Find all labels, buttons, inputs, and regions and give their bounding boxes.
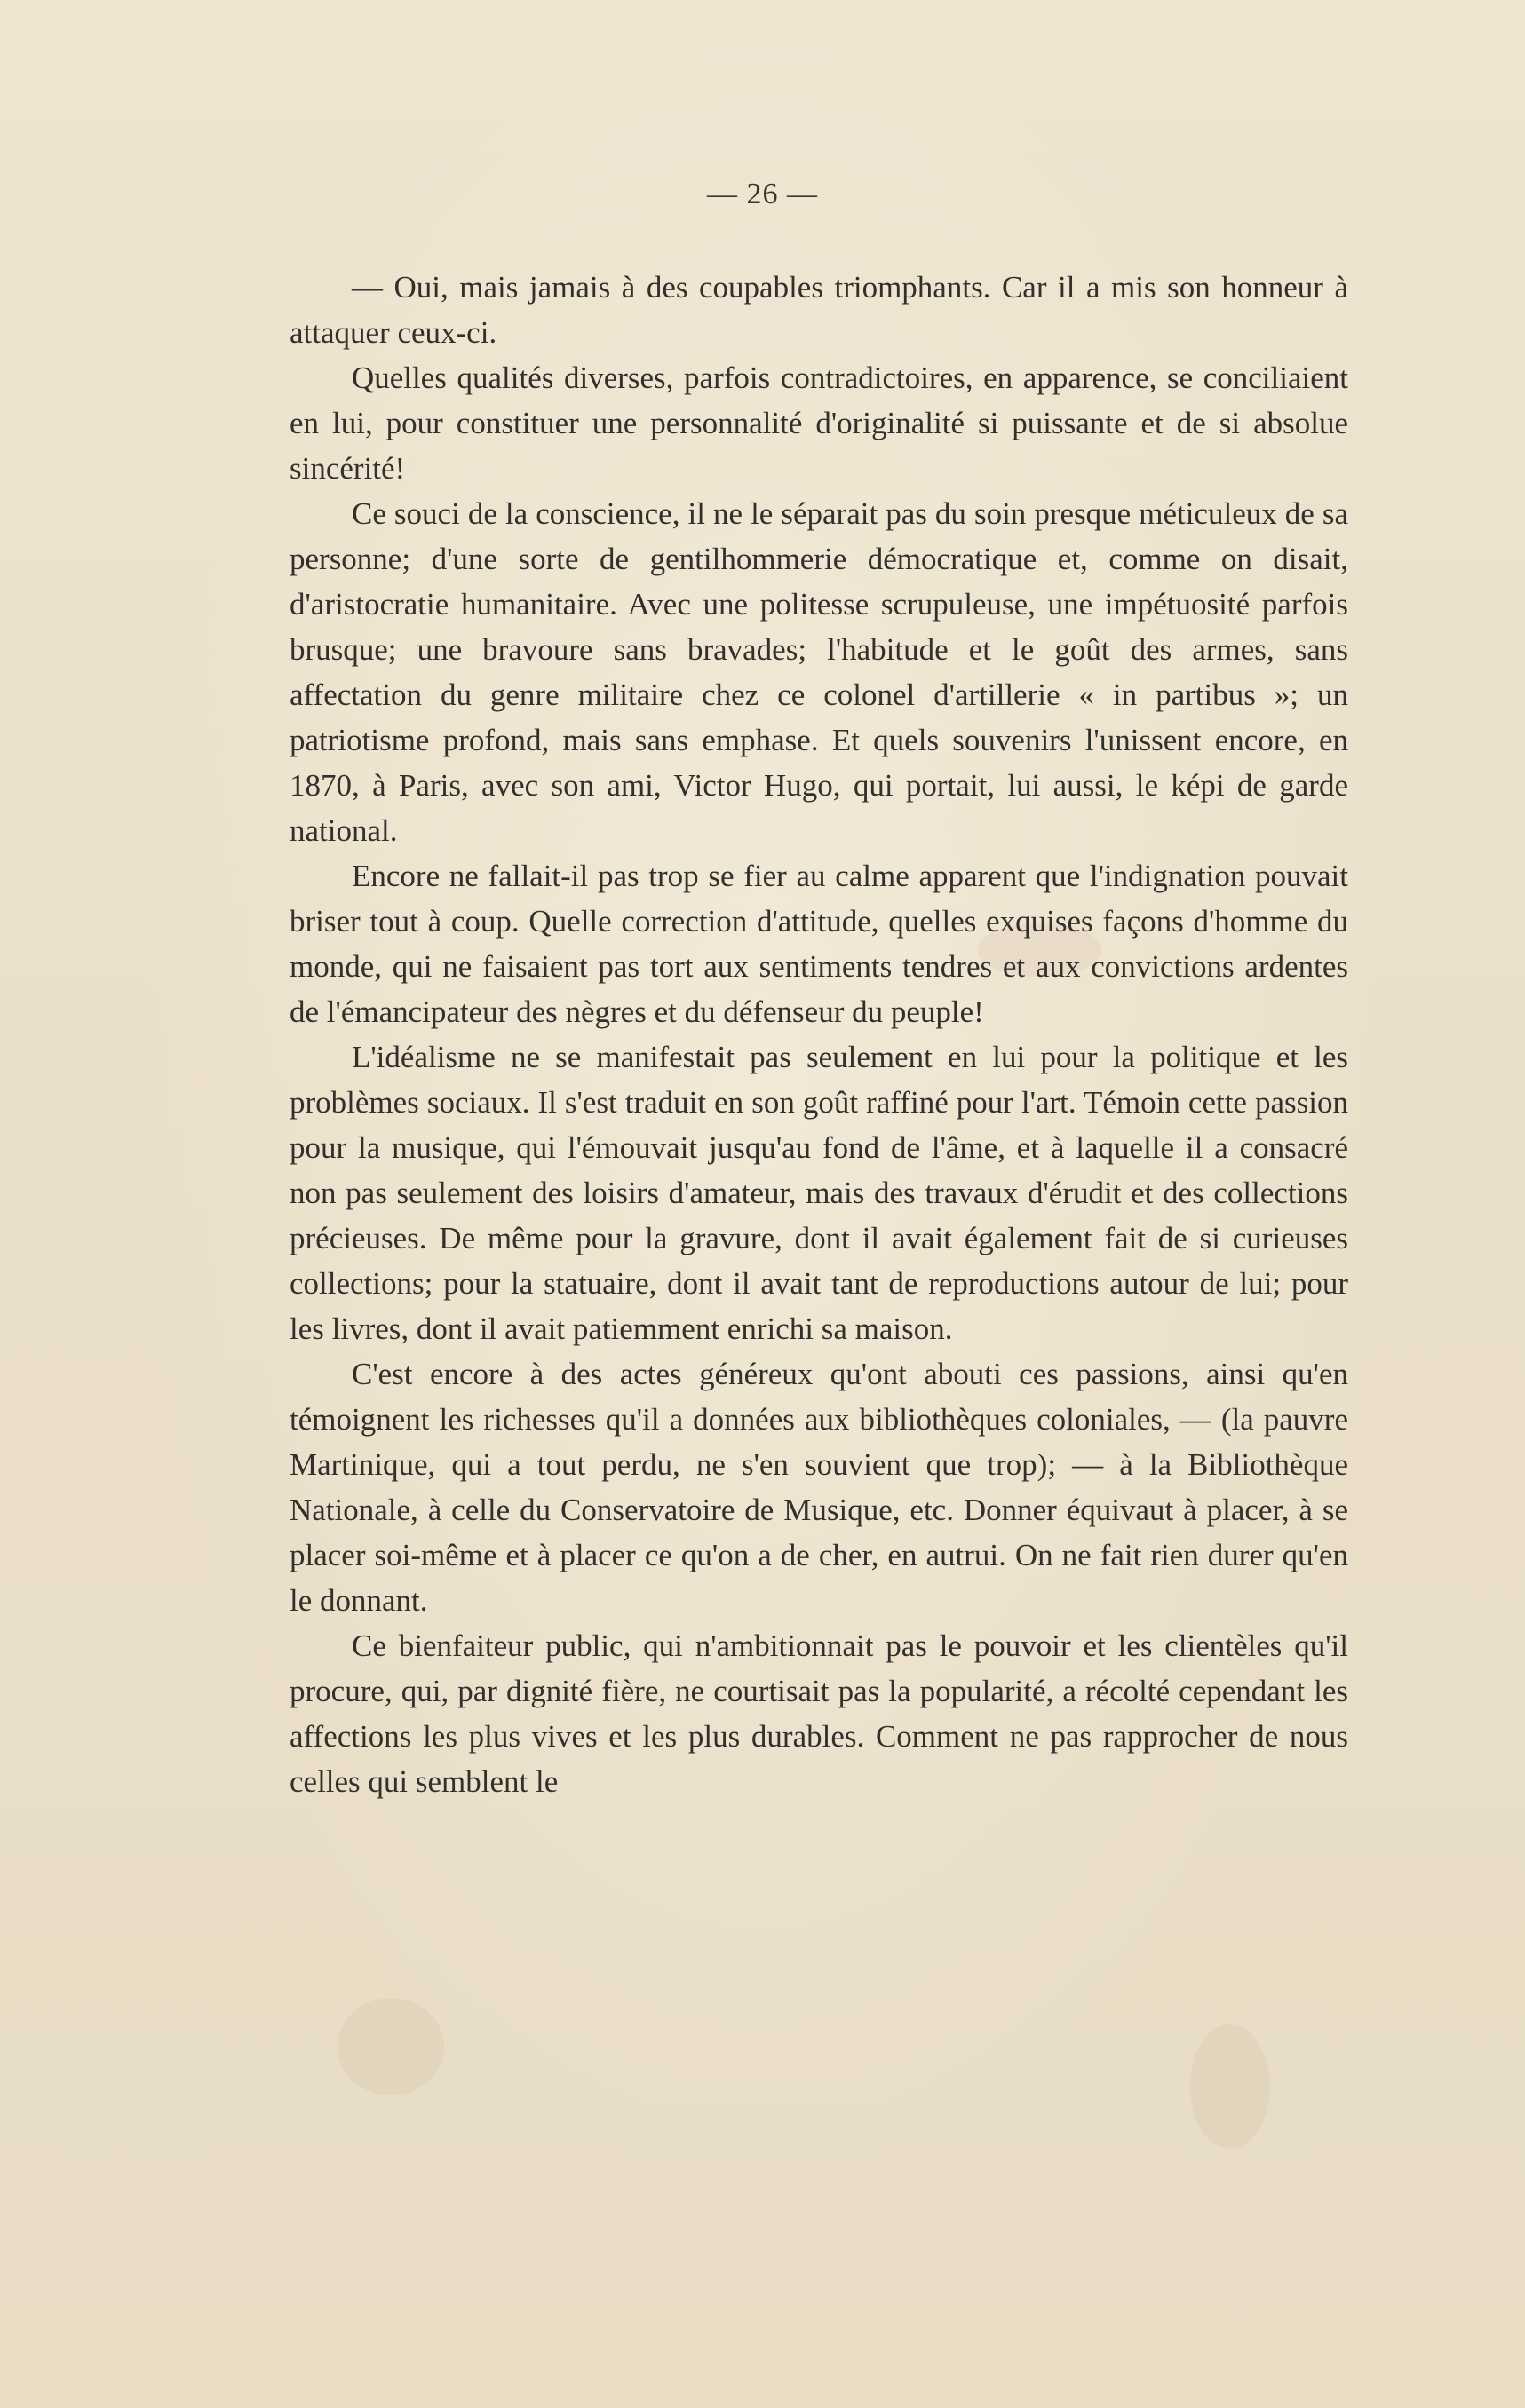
- paper-stain: [1190, 2024, 1270, 2149]
- paper-stain: [338, 1998, 444, 2095]
- paragraph: Ce bienfaiteur public, qui n'ambitionnait pas le pouvoir et les clientèles qu'il procure, qui, par dignité fière, ne courtisait pas la popularité, a récolté cependant les affections les plus vives et les plus durables. Comment ne pas rapprocher de nous celles qui semblent le: [290, 1628, 1348, 1799]
- body-text: [290, 265, 1348, 1804]
- paragraph: L'idéalisme ne se manifestait pas seulement en lui pour la politique et les problèmes sociaux. Il s'est traduit en son goût raffiné pour l'art. Témoin cette passion pour la musique, qui l'émouvait jusqu'au fond de l'âme, et à laquelle il a consacré non pas seulement des loisirs d'amateur, mais des travaux d'érudit et des collections précieuses. De même pour la gravure, dont il avait également fait de si curieuses collections; pour la statuaire, dont il avait tant de reproductions autour de lui; pour les livres, dont il avait patiemment enrichi sa maison.: [290, 1040, 1348, 1346]
- page-number: — 26 —: [707, 178, 818, 210]
- paragraph: C'est encore à des actes généreux qu'ont abouti ces passions, ainsi qu'en témoignent les richesses qu'il a données aux bibliothèques coloniales, — (la pauvre Martinique, qui a tout perdu, ne s'en souvient que trop); — à la Bibliothèque Nationale, à celle du Conservatoire de Musique, etc. Donner équivaut à placer, à se placer soi-même et à placer ce qu'on a de cher, en autrui. On ne fait rien durer qu'en le donnant.: [290, 1357, 1348, 1618]
- paragraph: Ce souci de la conscience, il ne le séparait pas du soin presque méticuleux de sa personne; d'une sorte de gentilhommerie démocratique et, comme on disait, d'aristocratie humanitaire. Avec une politesse scrupuleuse, une impétuosité parfois brusque; une bravoure sans bravades; l'habitude et le goût des armes, sans affectation du genre militaire chez ce colonel d'artillerie « in partibus »; un patriotisme profond, mais sans emphase. Et quels souvenirs l'unissent encore, en 1870, à Paris, avec son ami, Victor Hugo, qui portait, lui aussi, le képi de garde national.: [290, 496, 1348, 848]
- paragraph: — Oui, mais jamais à des coupables triomphants. Car il a mis son honneur à attaquer ceux-ci.: [290, 270, 1348, 350]
- paragraph: Encore ne fallait-il pas trop se fier au calme apparent que l'indignation pouvait briser tout à coup. Quelle correction d'attitude, quelles exquises façons d'homme du monde, qui ne faisaient pas tort aux sentiments tendres et aux convictions ardentes de l'émancipateur des nègres et du défenseur du peuple!: [290, 859, 1348, 1029]
- paragraph: Quelles qualités diverses, parfois contradictoires, en apparence, se conciliaient en lui, pour constituer une personnalité d'originalité si puissante et de si absolue sincérité!: [290, 360, 1348, 486]
